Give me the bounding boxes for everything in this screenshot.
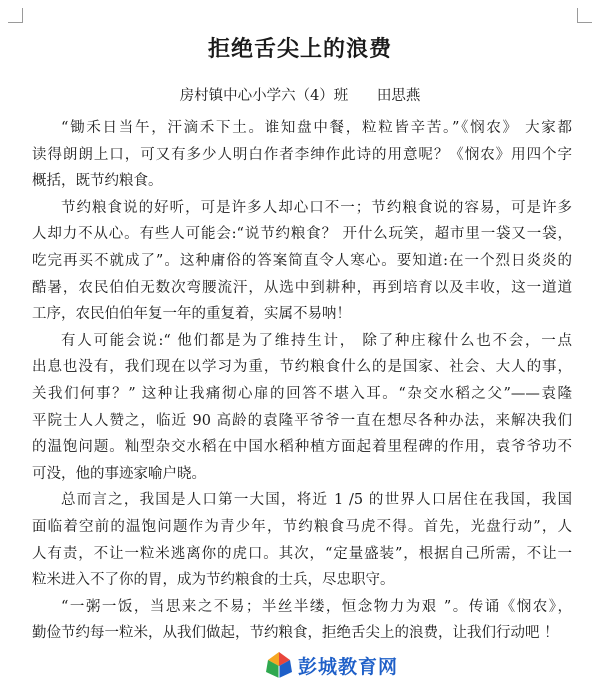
paragraph-line: 总而言之，我国是人口第一大国，将近 1 /5 的世界人口居住在我国，我国 bbox=[61, 492, 572, 509]
paragraph-line: 粒米进入不了你的胃，成为节约粮食的士兵，尽忠职守。 bbox=[32, 572, 395, 589]
paragraph-line: 读得朗朗上口，可又有多少人明白作者李绅作此诗的用意呢？《悯农》用四个字 bbox=[32, 146, 572, 163]
byline-school: 房村镇中心小学六（4）班 bbox=[179, 88, 349, 104]
colorful-book-logo-icon bbox=[262, 648, 296, 682]
byline bbox=[0, 86, 600, 106]
document-title: 拒绝舌尖上的浪费 bbox=[207, 36, 392, 62]
paragraph-line: 酷暑，农民伯伯无数次弯腰流汗，从选中到耕种，再到培育以及丰收，这一道道 bbox=[32, 279, 572, 296]
paragraph bbox=[32, 328, 572, 488]
paragraph-line: “一粥一饭，当思来之不易；半丝半缕，恒念物力为艰 ”。传诵《悯农》， bbox=[61, 598, 572, 615]
paragraph-line: 概括，既节约粮食。 bbox=[32, 173, 163, 190]
paragraph-line: 勤俭节约每一粒米，从我们做起，节约粮食，拒绝舌尖上的浪费，让我们行动吧 ！ bbox=[32, 625, 559, 642]
paragraph-line: 平院士人人赞之，临近 90 高龄的袁隆平爷爷一直在想尽各种办法，来解决我们 bbox=[32, 412, 572, 429]
document-body bbox=[32, 115, 572, 647]
paragraph bbox=[32, 594, 572, 647]
paragraph-line: 人有责，不让一粒米逃离你的虎口。其次，“定量盛装”，根据自己所需，不让一 bbox=[32, 545, 572, 562]
paragraph-line: 可没，他的事迹家喻户晓。 bbox=[32, 465, 206, 482]
paragraph-line: 吃完再买不就成了”。这种庸俗的答案简直令人寒心。要知道:在一个烈日炎炎的 bbox=[32, 252, 572, 269]
paragraph-line: 工序，农民伯伯年复一年的重复着，实属不易呐！ bbox=[32, 306, 351, 323]
byline-author: 田思燕 bbox=[376, 88, 421, 104]
watermark-text: 彭城教育网 bbox=[298, 655, 399, 678]
paragraph-line: 有人可能会说:“ 他们都是为了维持生计， 除了种庄稼什么也不会，一点 bbox=[61, 332, 572, 349]
crop-mark-top-left bbox=[8, 8, 23, 23]
paragraph bbox=[32, 195, 572, 328]
paragraph-line: 节约粮食说的好听，可是许多人却心口不一；节约粮食说的容易，可是许多 bbox=[61, 199, 572, 216]
paragraph-line: “锄禾日当午，汗滴禾下土。谁知盘中餐，粒粒皆辛苦。”《悯农》 大家都 bbox=[61, 120, 572, 136]
paragraph-line: 出息也没有，我们现在以学习为重，节约粮食什么的是国家、社会、大人的事， bbox=[32, 359, 572, 376]
paragraph-line: 的温饱问题。籼型杂交水稻在中国水稻种植方面起着里程碑的作用，袁爷爷功不 bbox=[32, 439, 572, 456]
paragraph bbox=[32, 115, 572, 195]
paragraph-line: 关我们何事？” 这种让我痛彻心扉的回答不堪入耳。“杂交水稻之父”——袁隆 bbox=[32, 385, 572, 402]
paragraph-line: 面临着空前的温饱问题作为青少年，节约粮食马虎不得。首先，光盘行动”，人 bbox=[32, 518, 572, 535]
paragraph-line: 人却力不从心。有些人可能会:“说节约粮食？ 开什么玩笑，超市里一袋又一袋， bbox=[32, 226, 572, 243]
paragraph bbox=[32, 487, 572, 593]
site-watermark bbox=[262, 645, 398, 685]
crop-mark-top-right bbox=[577, 8, 592, 23]
